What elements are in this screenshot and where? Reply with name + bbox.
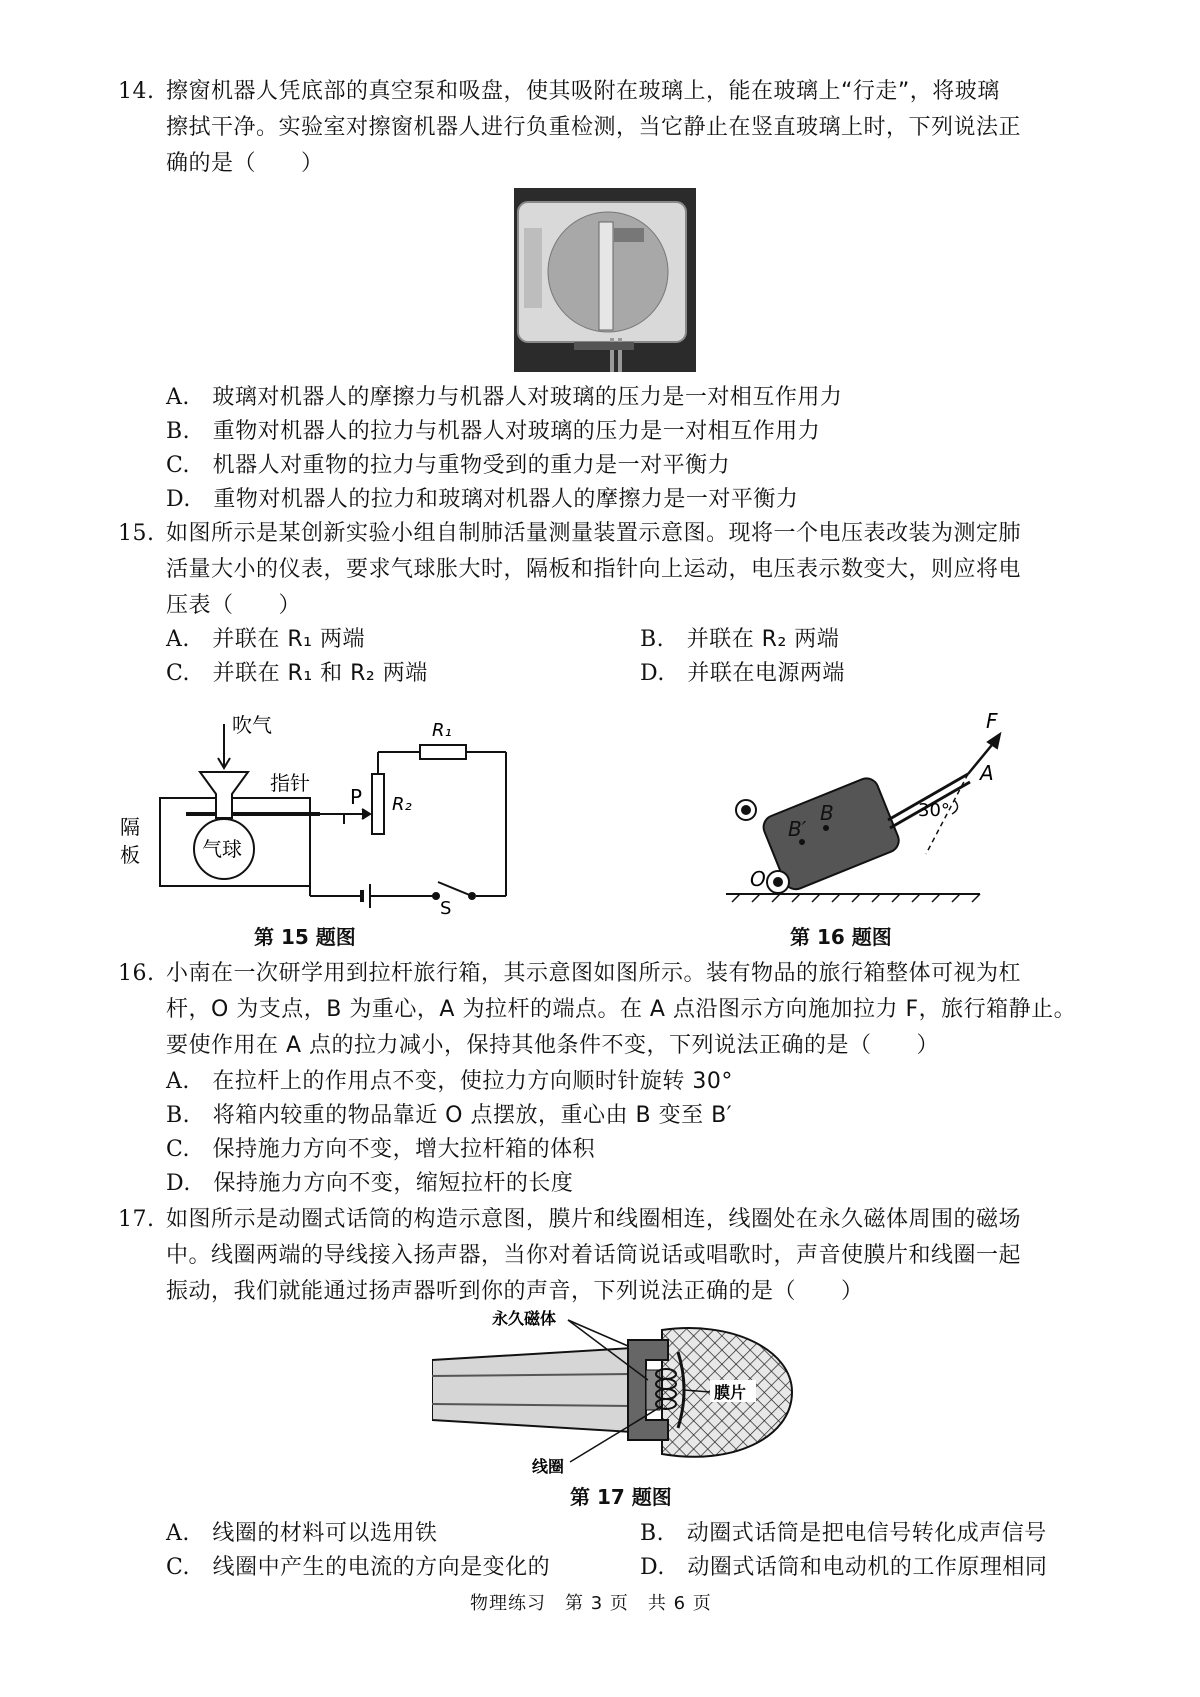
page-footer: 物理练习 第 3 页 共 6 页 [470,1593,712,1614]
q17-text-2: 中。线圈两端的导线接入扬声器，当你对着话筒说话或唱歌时，声音使膜片和线圈一起 [166,1243,1022,1268]
q16-figure-caption: 第 16 题图 [790,925,892,949]
q15-option-b[interactable] [640,626,839,654]
q16-option-c-text: 保持施力方向不变，增大拉杆箱的体积 [212,1137,596,1162]
q16-f-label: F [986,709,998,733]
q16-option-a[interactable] [166,1068,733,1096]
q14-text-2: 擦拭干净。实验室对擦窗机器人进行负重检测，当它静止在竖直玻璃上时，下列说法正 [166,115,1022,140]
q16-option-a-text: 在拉杆上的作用点不变，使拉力方向顺时针旋转 30° [212,1069,733,1094]
q17-option-c-letter: C. [166,1555,191,1580]
q15-figure-caption: 第 15 题图 [254,925,356,949]
q14-option-a-text: 玻璃对机器人的摩擦力与机器人对玻璃的压力是一对相互作用力 [212,385,843,410]
q14-option-d[interactable] [166,486,798,514]
q17-number: 17. [118,1207,155,1232]
q16-line-2 [166,996,1076,1024]
q17-option-a-letter: A. [166,1521,190,1546]
q14-option-a[interactable] [166,384,842,412]
q17-option-d-text: 动圈式话筒和电动机的工作原理相同 [687,1555,1048,1580]
q17-option-a-text: 线圈的材料可以选用铁 [212,1521,438,1546]
q15-option-d[interactable] [640,660,845,688]
q15-text-1: 如图所示是某创新实验小组自制肺活量测量装置示意图。现将一个电压表改装为测定肺 [166,521,1022,546]
q14-option-a-letter: A. [166,385,190,410]
q17-option-c[interactable] [166,1554,550,1582]
q15-pointer-label: 指针 [270,771,310,795]
q17-magnet-label: 永久磁体 [492,1309,557,1328]
q17-diaphragm-label: 膜片 [714,1383,747,1402]
q16-angle-label: 30° [918,800,950,821]
q16-option-b[interactable] [166,1102,732,1130]
q15-option-c-letter: C. [166,661,191,686]
q15-option-b-text: 并联在 R₂ 两端 [686,627,840,652]
q15-partition-label-2: 板 [120,843,140,867]
q16-text-1: 小南在一次研学用到拉杆旅行箱，其示意图如图所示。装有物品的旅行箱整体可视为杠 [166,961,1022,986]
q16-option-b-letter: B. [166,1103,191,1128]
q17-option-b-text: 动圈式话筒是把电信号转化成声信号 [686,1521,1047,1546]
q14-option-b[interactable] [166,418,820,446]
q16-line-3 [166,1032,939,1060]
q15-blow-label: 吹气 [232,713,272,737]
q16-option-b-text: 将箱内较重的物品靠近 O 点摆放，重心由 B 变至 B′ [212,1103,733,1128]
q15-option-d-letter: D. [640,661,665,686]
q17-option-b-letter: B. [640,1521,665,1546]
q14-option-b-letter: B. [166,419,191,444]
q15-r2-label: R₂ [392,794,412,815]
q17-option-c-text: 线圈中产生的电流的方向是变化的 [212,1555,551,1580]
q17-line-2 [166,1242,1021,1270]
q15-text-3: 压表（ ） [166,593,302,618]
q16-text-2: 杆，O 为支点，B 为重心，A 为拉杆的端点。在 A 点沿图示方向施加拉力 F，旅行箱静止。 [166,997,1077,1022]
q16-option-c-letter: C. [166,1137,191,1162]
q15-option-b-letter: B. [640,627,665,652]
q14-option-d-text: 重物对机器人的拉力和玻璃对机器人的摩擦力是一对平衡力 [213,487,799,512]
q15-partition-label-1: 隔 [120,815,140,839]
q16-bprime-label: B′ [788,817,807,841]
q17-option-a[interactable] [166,1520,437,1548]
q14-option-d-letter: D. [166,487,191,512]
q15-r1-label: R₁ [432,720,452,741]
q15-option-c[interactable] [166,660,428,688]
q16-option-c[interactable] [166,1136,595,1164]
q15-balloon-label: 气球 [202,837,242,861]
q16-point-b-dot [823,825,829,831]
q17-option-d-letter: D. [640,1555,665,1580]
q15-line-1 [118,520,1021,548]
q17-microphone-figure [432,1300,802,1480]
q14-text-1: 擦窗机器人凭底部的真空泵和吸盘，使其吸附在玻璃上，能在玻璃上“行走”，将玻璃 [166,79,1000,104]
q16-o-label: O [750,867,766,891]
q16-text-3: 要使作用在 A 点的拉力减小，保持其他条件不变，下列说法正确的是（ ） [166,1033,940,1058]
q16-option-d-letter: D. [166,1171,191,1196]
q16-option-a-letter: A. [166,1069,190,1094]
q15-p-label: P [350,785,363,809]
q14-number: 14. [118,79,155,104]
q16-option-d-text: 保持施力方向不变，缩短拉杆的长度 [213,1171,574,1196]
q15-switch-label: S [440,898,452,916]
q15-text-2: 活量大小的仪表，要求气球胀大时，隔板和指针向上运动，电压表示数变大，则应将电 [166,557,1022,582]
q16-a-label: A [980,761,994,785]
q15-option-a-letter: A. [166,627,190,652]
q15-number: 15. [118,521,155,546]
q17-text-1: 如图所示是动圈式话筒的构造示意图，膜片和线圈相连，线圈处在永久磁体周围的磁场 [166,1207,1022,1232]
q16-number: 16. [118,961,155,986]
q15-option-a[interactable] [166,626,365,654]
q14-line-2 [166,114,1021,142]
q14-line-1 [118,78,1000,106]
q15-line-3 [166,592,301,620]
q14-option-c-letter: C. [166,453,191,478]
q15-option-c-text: 并联在 R₁ 和 R₂ 两端 [212,661,428,686]
q16-line-1 [118,960,1021,988]
q17-option-b[interactable] [640,1520,1047,1548]
q15-line-2 [166,556,1021,584]
q17-line-1 [118,1206,1021,1234]
q14-option-c[interactable] [166,452,730,480]
q17-coil-label: 线圈 [532,1457,565,1476]
q17-text-3: 振动，我们就能通过扬声器听到你的声音，下列说法正确的是（ ） [166,1279,864,1304]
q14-option-c-text: 机器人对重物的拉力与重物受到的重力是一对平衡力 [212,453,731,478]
q17-figure-caption: 第 17 题图 [570,1485,672,1509]
q16-suitcase-figure [718,704,1008,914]
q16-option-d[interactable] [166,1170,573,1198]
q17-option-d[interactable] [640,1554,1047,1582]
window-robot-photo [514,188,696,372]
q14-option-b-text: 重物对机器人的拉力与机器人对玻璃的压力是一对相互作用力 [212,419,821,444]
q15-option-a-text: 并联在 R₁ 两端 [212,627,365,652]
q16-b-label: B [820,801,834,825]
q14-line-3 [166,150,324,178]
q15-option-d-text: 并联在电源两端 [687,661,845,686]
q14-text-3: 确的是（ ） [166,151,324,176]
q15-circuit-figure [120,706,510,916]
